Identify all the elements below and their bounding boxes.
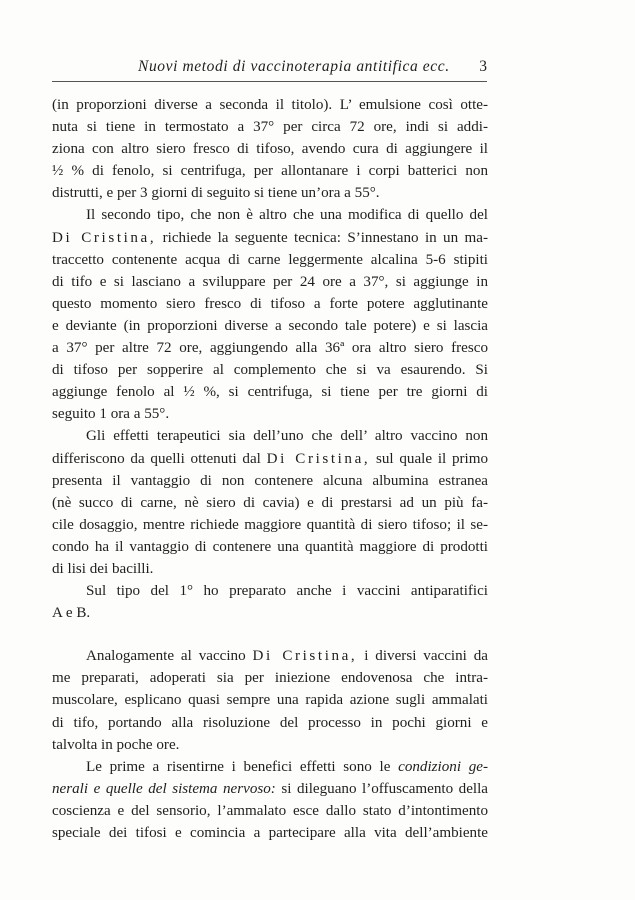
text-line: talvolta in poche ore. <box>52 736 180 753</box>
text-line: Gli effetti terapeutici sia dell’uno che dell’ altro vaccino non <box>86 428 488 445</box>
italic-phrase: condizioni ge- <box>398 758 488 775</box>
text-segment: richiede la seguente tecnica: S’innestano in un ma- <box>162 229 488 246</box>
paragraph-4 <box>52 580 488 624</box>
text-line: ½ % di fenolo, si centrifuga, per allontanare i corpi batterici non <box>52 163 488 180</box>
text-line: condo ha il vantaggio di contenere una quantità maggiore di prodotti <box>52 538 488 555</box>
text-line: di tifo, portando alla risoluzione del processo in pochi giorni e <box>52 714 488 731</box>
text-line <box>52 756 488 778</box>
running-title: Nuovi metodi di vaccinoterapia antitifica ecc. <box>138 58 450 75</box>
page-number: 3 <box>479 58 487 75</box>
text-line <box>52 227 488 249</box>
text-line: di lisi dei bacilli. <box>52 560 154 577</box>
text-line: distrutti, e per 3 giorni di seguito si tiene un’ora a 55°. <box>52 185 380 202</box>
italic-phrase: nerali e quelle del sistema nervoso: <box>52 780 276 797</box>
text-line: e deviante (in proporzioni diverse a secondo tale potere) e si lascia <box>52 317 488 334</box>
text-line: Sul tipo del 1° ho preparato anche i vaccini antiparatifici <box>86 583 488 600</box>
author-name: Di Cristina, <box>52 229 157 246</box>
text-line: speciale dei tifosi e comincia a partecipare alla vita dell’ambiente <box>52 825 488 841</box>
paragraph-6 <box>52 756 488 844</box>
text-segment: si dileguano l’offuscamento della <box>281 780 488 797</box>
text-line: Il secondo tipo, che non è altro che una modifica di quello del <box>86 207 488 224</box>
paragraph-2 <box>52 204 488 425</box>
author-name: Di Cristina, <box>266 450 371 467</box>
text-line: cile dosaggio, mentre richiede maggiore quantità di siero tifoso; il se- <box>52 516 488 533</box>
text-line: seguito 1 ora a 55°. <box>52 406 170 423</box>
text-line: (in proporzioni diverse a seconda il titolo). L’ emulsione così otte- <box>52 97 488 113</box>
running-header <box>52 58 487 80</box>
paragraph-3 <box>52 425 488 580</box>
text-line: (nè succo di carne, nè siero di cavia) e di prestarsi ad un più fa- <box>52 494 488 511</box>
paragraph-gap <box>52 624 488 645</box>
text-line: presenta il vantaggio di non contenere alcuna albumina estranea <box>52 472 488 489</box>
text-line: me preparati, adoperati sia per iniezione endovenosa che intra- <box>52 670 488 687</box>
text-line <box>52 645 488 667</box>
body-text <box>52 94 488 844</box>
text-segment: i diversi vaccini da <box>364 648 489 665</box>
text-line: traccetto contenente acqua di carne leggermente alcalina 5-6 stipiti <box>52 251 488 268</box>
text-line: nuta si tiene in termostato a 37° per circa 72 ore, indi si addi- <box>52 119 488 136</box>
text-line: coscienza e del sensorio, l’ammalato esce dallo stato d’intontimento <box>52 802 488 819</box>
text-line: A e B. <box>52 605 91 622</box>
text-segment: sul quale il primo <box>376 450 489 467</box>
text-segment: Analogamente al vaccino <box>86 648 246 665</box>
text-line <box>52 778 488 800</box>
text-line: questo momento siero fresco di tifoso a forte potere agglutinante <box>52 295 488 312</box>
text-segment: Le prime a risentirne i benefici effetti sono le <box>86 758 391 775</box>
text-segment: differiscono da quelli ottenuti dal <box>52 450 261 467</box>
text-line: di tifoso per sopperire al complemento che si va esaurendo. Si <box>52 362 488 379</box>
paragraph-5 <box>52 645 488 755</box>
header-rule <box>52 81 487 82</box>
text-line: muscolare, esplicano quasi sempre una rapida azione sugli ammalati <box>52 692 488 709</box>
text-line: ziona con altro siero fresco di tifoso, avendo cura di aggiungere il <box>52 141 488 158</box>
author-name: Di Cristina, <box>252 648 358 665</box>
text-line <box>52 448 488 470</box>
text-line: aggiunge fenolo al ½ %, si centrifuga, si tiene per tre giorni di <box>52 384 488 401</box>
paragraph-1 <box>52 94 488 204</box>
text-line: di tifo e si lasciano a sviluppare per 24 ore a 37°, si aggiunge in <box>52 273 488 290</box>
text-line: a 37° per altre 72 ore, aggiungendo alla 36ª ora altro siero fresco <box>52 340 488 357</box>
